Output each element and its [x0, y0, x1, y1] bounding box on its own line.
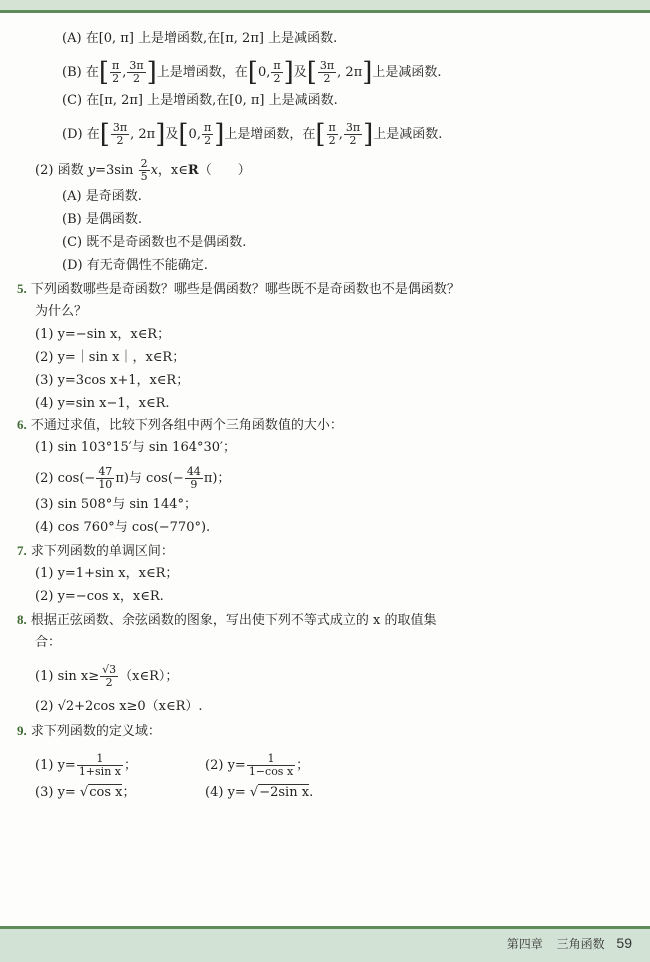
q5-stem: 5. 下列函数哪些是奇函数？哪些是偶函数？哪些既不是奇函数也不是偶函数？ — [17, 281, 460, 297]
page-number: 59 — [616, 935, 632, 951]
q6-item-4: (4) cos 760°与 cos(−770°). — [35, 520, 211, 535]
q9-item-4: (4) y= √−2sin x. — [205, 785, 314, 800]
q5-item-4: (4) y=sin x−1，x∈R. — [35, 396, 170, 411]
q8-stem-cont: 合： — [35, 635, 62, 650]
top-band — [0, 0, 650, 10]
q5-stem-cont: 为什么？ — [35, 304, 88, 319]
q6-stem: 6. 不通过求值，比较下列各组中两个三角函数值的大小： — [17, 417, 343, 433]
q8-item-1: (1) sin x≥ $\frac{√3}{2}$ （x∈R）； — [35, 663, 179, 689]
top-rule — [0, 10, 650, 13]
q4-part2-option-d: (D) 有无奇偶性不能确定. — [62, 258, 208, 273]
q8-stem: 8. 根据正弦函数、余弦函数的图象，写出使下列不等式成立的 x 的取值集 — [17, 612, 437, 628]
option-c: (C) 在[π, 2π] 上是增函数,在[0, π] 上是减函数. — [62, 93, 338, 108]
q6-item-1: (1) sin 103°15′与 sin 164°30′； — [35, 440, 236, 455]
q5-item-1: (1) y=−sin x，x∈R； — [35, 327, 171, 342]
q7-stem: 7. 求下列函数的单调区间： — [17, 543, 174, 559]
option-a: (A) 在[0, π] 上是增函数,在[π, 2π] 上是减函数. — [62, 31, 338, 46]
chapter-label: 第四章 — [506, 937, 543, 951]
q4-part2-option-a: (A) 是奇函数. — [62, 189, 142, 204]
q7-item-1: (1) y=1+sin x，x∈R； — [35, 566, 179, 581]
option-d: (D) 在[ $\frac{3\pi}{2}$ , 2π]及[0, $\frac{\pi}{2}$ ]上是增函数，在[ $\frac{\pi}{2}$ , $\frac{3\pi}{2}$ ]上是减函数. — [62, 119, 443, 150]
q6-item-3: (3) sin 508°与 sin 144°； — [35, 497, 197, 512]
option-b: (B) 在[ $\frac{\pi}{2}$ , $\frac{3\pi}{2}$ ]上是增函数，在[0, $\frac{\pi}{2}$ ]及[ $\frac{3\pi}{2}$ , 2π]上是减函数. — [62, 57, 442, 88]
q6-item-2: (2) cos(− $\frac{47}{10}$ π)与 cos(− $\frac{44}{9}$ π)； — [35, 465, 231, 491]
q4-part2-stem: (2) 函数 y=3sin $\frac{2}{5}$ x，x∈R（ ） — [35, 157, 251, 183]
q9-item-2: (2) y= $\frac{1}{\text{1−cos x}}$ ； — [205, 752, 310, 778]
q9-item-1: (1) y= $\frac{1}{\text{1+sin x}}$ ； — [35, 752, 137, 778]
chapter-title: 三角函数 — [556, 937, 605, 951]
q9-item-3: (3) y= √cos x； — [35, 785, 136, 800]
q7-item-2: (2) y=−cos x，x∈R. — [35, 589, 164, 604]
q8-item-2: (2) √2+2cos x≥0（x∈R）. — [35, 699, 203, 714]
q5-item-2: (2) y=｜sin x｜，x∈R； — [35, 350, 186, 365]
q4-part2-option-c: (C) 既不是奇函数也不是偶函数. — [62, 235, 247, 250]
page-footer — [507, 935, 632, 952]
q4-part2-option-b: (B) 是偶函数. — [62, 212, 142, 227]
q9-stem: 9. 求下列函数的定义域： — [17, 723, 161, 739]
q5-item-3: (3) y=3cos x+1，x∈R； — [35, 373, 190, 388]
